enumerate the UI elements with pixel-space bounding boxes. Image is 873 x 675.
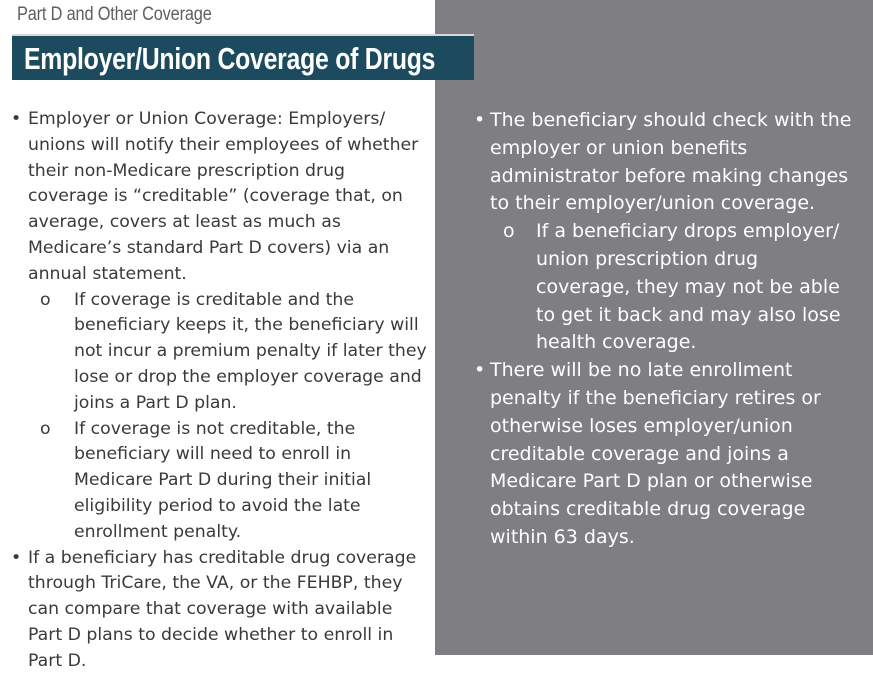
sub-bullet-marker: o (40, 289, 51, 310)
right-sub-bullet-1 (470, 218, 855, 357)
section-label: Part D and Other Coverage (17, 4, 212, 25)
bullet-marker: • (11, 109, 22, 129)
left-bullet-list (8, 107, 428, 675)
slide-title: Employer/Union Coverage of Drugs (24, 41, 436, 76)
left-sub-bullet-2-text: If coverage is not creditable, the beneficiary will need to enroll in Medicare Part D during their initial eligibility period to avoid the late enrollment penalty. (74, 418, 372, 542)
left-bullet-1 (8, 107, 428, 288)
right-sub-bullet-1-text: If a beneficiary drops employer/ union prescription drug coverage, they may not be able to get it back and may also lose health coverage. (536, 220, 841, 354)
right-bullet-1-text: The beneficiary should check with the employer or union benefits administrator before making changes to their employer/union coverage. (490, 109, 852, 215)
right-bullet-2 (470, 357, 855, 552)
left-bullet-2-text: If a beneficiary has creditable drug coverage through TriCare, the VA, or the FEHBP, they can compare that coverage with available Part D plans to decide whether to enroll in Part D. (28, 547, 417, 671)
left-sub-bullet-1 (8, 288, 428, 417)
sub-bullet-marker: o (503, 220, 515, 243)
right-bullet-1 (470, 107, 855, 218)
bullet-marker: • (474, 359, 486, 382)
title-bar (12, 34, 474, 80)
bullet-marker: • (474, 109, 486, 131)
right-bullet-list (470, 107, 855, 552)
left-bullet-2 (8, 546, 428, 675)
left-bullet-1-text: Employer or Union Coverage: Employers/ unions will notify their employees of whether their non-Medicare prescription drug coverage is “creditable” (coverage that, on average, covers at least as much as Medicare’s standard Part D covers) via an annual statement. (28, 109, 419, 284)
left-sub-bullet-1-text: If coverage is creditable and the beneficiary keeps it, the beneficiary will not incur a premium penalty if later they lose or drop the employer coverage and joins a Part D plan. (74, 289, 427, 413)
bullet-marker: • (11, 547, 22, 568)
right-bullet-2-text: There will be no late enrollment penalty if the beneficiary retires or otherwise loses employer/union creditable coverage and joins a Medicare Part D plan or otherwise obtains creditable drug coverage within 63 days. (490, 359, 821, 548)
left-sub-bullet-2 (8, 417, 428, 546)
sub-bullet-marker: o (40, 418, 51, 439)
